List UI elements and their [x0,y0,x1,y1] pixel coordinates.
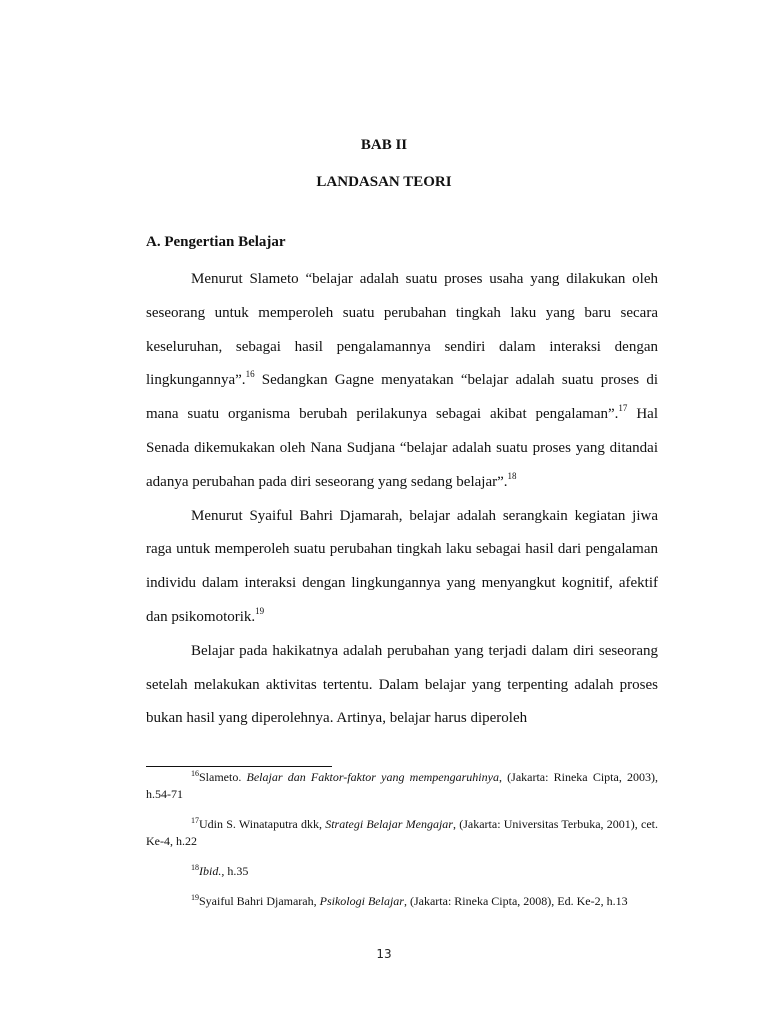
body-text [146,263,658,736]
footnote-details: , (Jakarta: Rineka Cipta, 2003), h.54-71 [146,770,658,801]
footnotes [146,769,658,923]
footnote-number: 17 [191,816,199,825]
footnote-reference: 17 [618,403,628,414]
footnote-details: , (Jakarta: Rineka Cipta, 2008), Ed. Ke-2, h.13 [403,894,628,908]
footnote-author: Slameto. [199,770,247,784]
footnote-details: h.35 [224,864,249,878]
footnote-details: , (Jakarta: Universitas Terbuka, 2001), cet. Ke-4, h.22 [146,817,658,848]
footnote-number: 19 [191,893,199,902]
paragraph-text: Belajar pada hakikatnya adalah perubahan yang terjadi dalam diri seseorang setelah melakukan aktivitas tertentu. Dalam belajar yang terpenting adalah proses bukan hasil yang diperolehnya. Artinya, belajar harus diperoleh [146,642,658,727]
paragraph-text: Menurut Slameto “belajar adalah suatu proses usaha yang dilakukan oleh seseorang untuk memperoleh suatu perubahan tingkah laku yang baru secara keseluruhan, sebagai hasil pengalamannya sendiri dalam interaksi dengan lingkungannya”. [146,271,658,389]
paragraph [146,635,658,736]
paragraph-text: Menurut Syaiful Bahri Djamarah, belajar adalah serangkain kegiatan jiwa raga untuk memperoleh suatu perubahan tingkah laku sebagai hasil dari pengalaman individu dalam interaksi dengan lingkungannya yang menyangkut kognitif, afektif dan psikomotorik. [146,507,658,625]
section-heading: A. Pengertian Belajar [146,234,286,250]
footnote-number: 16 [191,769,199,778]
footnote-title: Psikologi Belajar [319,894,404,908]
footnote-author: Syaiful Bahri Djamarah, [199,894,320,908]
paragraph-text: Sedangkan Gagne menyatakan “belajar adalah suatu proses di mana suatu organisma berubah perilakunya sebagai akibat pengalaman”. [146,372,658,423]
footnote-reference: 18 [507,470,517,481]
footnote [146,816,658,850]
paragraph [146,500,658,635]
paragraph [146,263,658,500]
footnote-number: 18 [191,863,199,872]
footnote [146,769,658,803]
footnote-reference: 19 [255,605,265,616]
chapter-title: LANDASAN TEORI [316,174,452,190]
page-number: 13 [376,947,392,961]
footnote [146,893,658,910]
footnote-title: Belajar dan Faktor-faktor yang mempengaruhinya [246,770,499,784]
paragraph-text: Hal Senada dikemukakan oleh Nana Sudjana “belajar adalah suatu proses yang ditandai adanya perubahan pada diri seseorang yang sedang belajar”. [146,406,658,490]
footnote-title: Ibid., [199,864,225,878]
footnote-reference: 16 [245,369,255,380]
footnote-author: Udin S. Winataputra dkk, [199,817,326,831]
chapter-number: BAB II [360,137,408,153]
footnote-title: Strategi Belajar Mengajar [325,817,453,831]
footnote [146,863,658,880]
footnote-divider [146,766,332,767]
